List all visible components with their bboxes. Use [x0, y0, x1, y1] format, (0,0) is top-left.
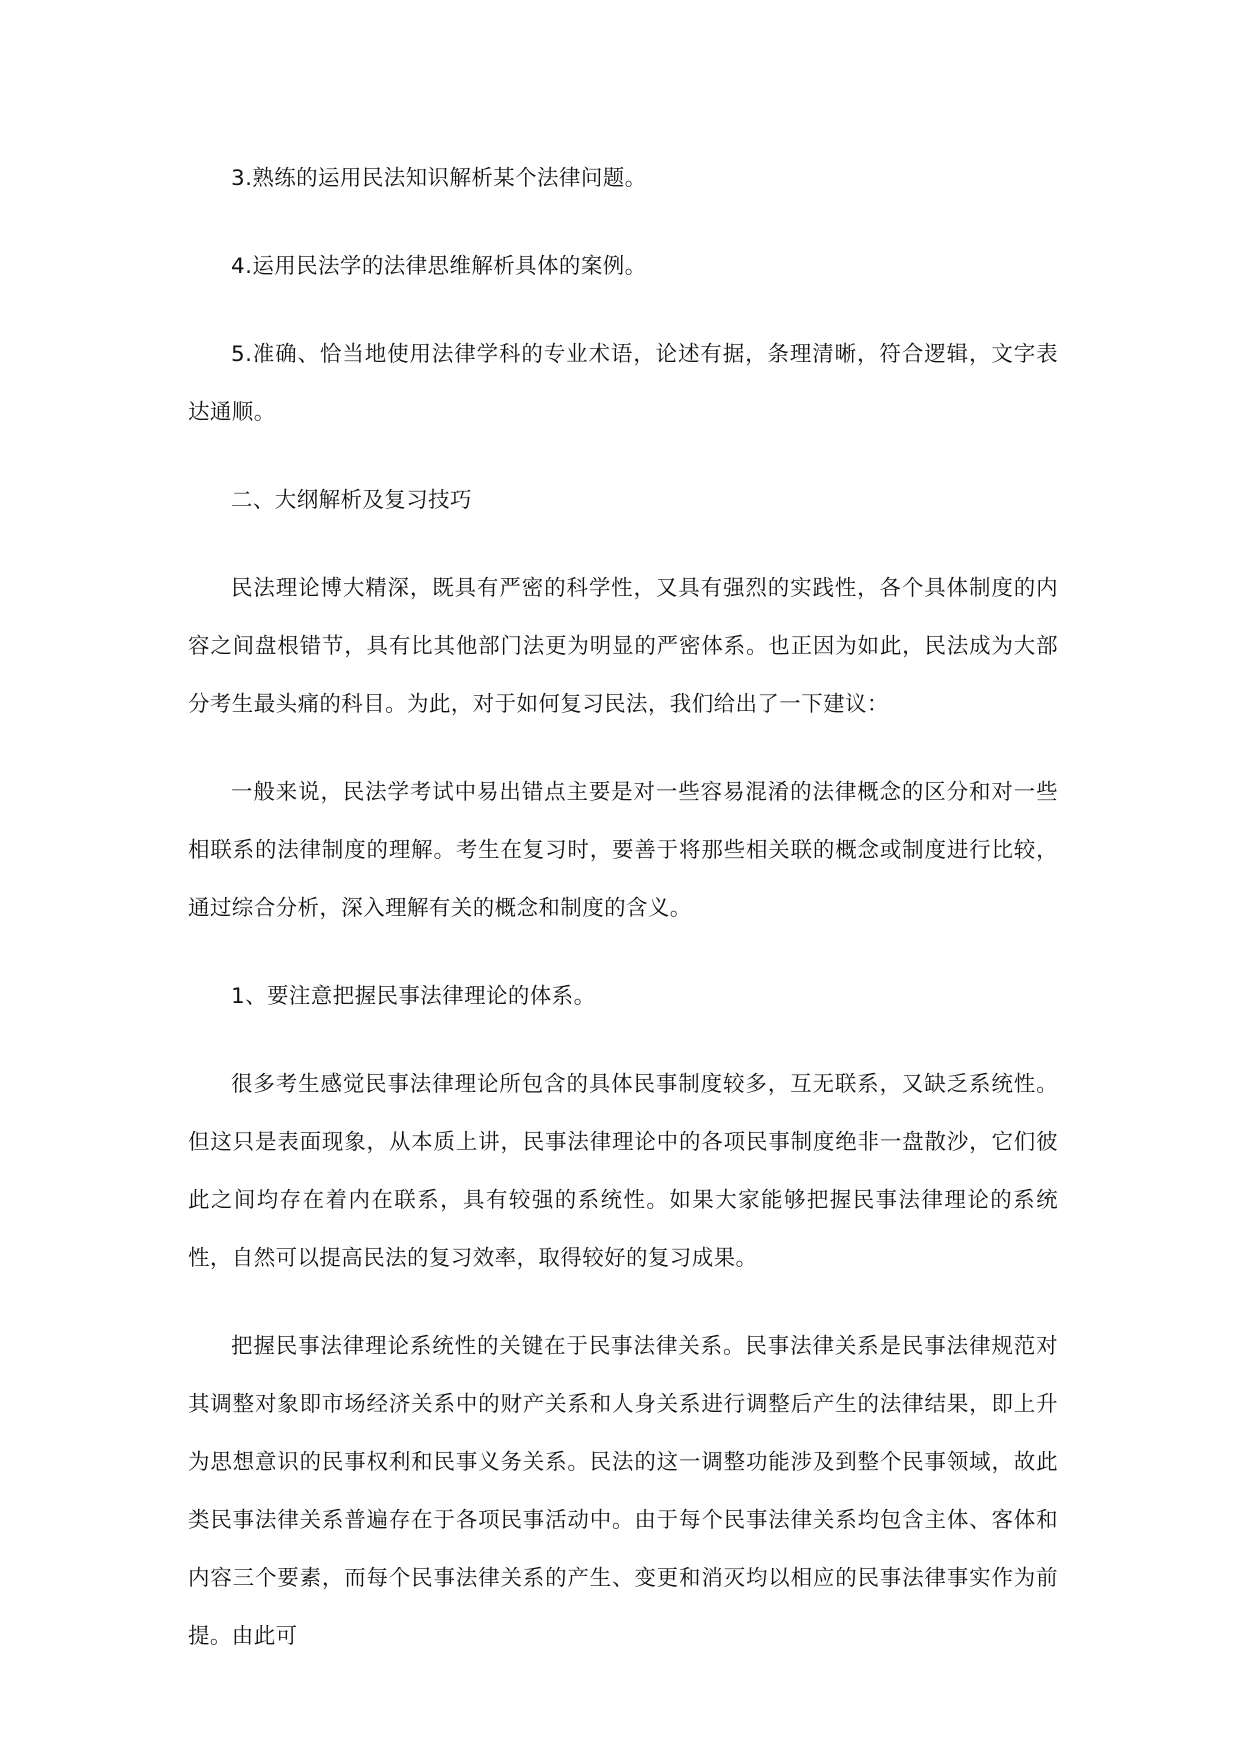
- section-heading: 二、大纲解析及复习技巧: [231, 488, 472, 513]
- paragraph-item-5: 5.准确、恰当地使用法律学科的专业术语，论述有据，条理清晰，符合逻辑，文字表达通顺。: [188, 342, 1058, 425]
- paragraph-common-errors: 一般来说，民法学考试中易出错点主要是对一些容易混淆的法律概念的区分和对一些相联系的法律制度的理解。考生在复习时，要善于将那些相关联的概念或制度进行比较，通过综合分析，深入理解有关的概念和制度的含义。: [188, 780, 1058, 921]
- paragraph-system: 很多考生感觉民事法律理论所包含的具体民事制度较多，互无联系，又缺乏系统性。但这只是表面现象，从本质上讲，民事法律理论中的各项民事制度绝非一盘散沙，它们彼此之间均存在着内在联系，具有较强的系统性。如果大家能够把握民事法律理论的系统性，自然可以提高民法的复习效率，取得较好的复习成果。: [188, 1072, 1058, 1271]
- document-body: [188, 150, 1058, 1696]
- paragraph-intro: 民法理论博大精深，既具有严密的科学性，又具有强烈的实践性，各个具体制度的内容之间盘根错节，具有比其他部门法更为明显的严密体系。也正因为如此，民法成为大部分考生最头痛的科目。为此，对于如何复习民法，我们给出了一下建议：: [188, 576, 1058, 717]
- paragraph-item-4: 4.运用民法学的法律思维解析具体的案例。: [231, 254, 647, 279]
- subheading-system: 1、要注意把握民事法律理论的体系。: [231, 984, 596, 1009]
- paragraph-legal-relations: 把握民事法律理论系统性的关键在于民事法律关系。民事法律关系是民事法律规范对其调整对象即市场经济关系中的财产关系和人身关系进行调整后产生的法律结果，即上升为思想意识的民事权利和民事义务关系。民法的这一调整功能涉及到整个民事领域，故此类民事法律关系普遍存在于各项民事活动中。由于每个民事法律关系均包含主体、客体和内容三个要素，而每个民事法律关系的产生、变更和消灭均以相应的民事法律事实作为前提。由此可: [188, 1334, 1058, 1649]
- paragraph-item-3: 3.熟练的运用民法知识解析某个法律问题。: [231, 166, 647, 191]
